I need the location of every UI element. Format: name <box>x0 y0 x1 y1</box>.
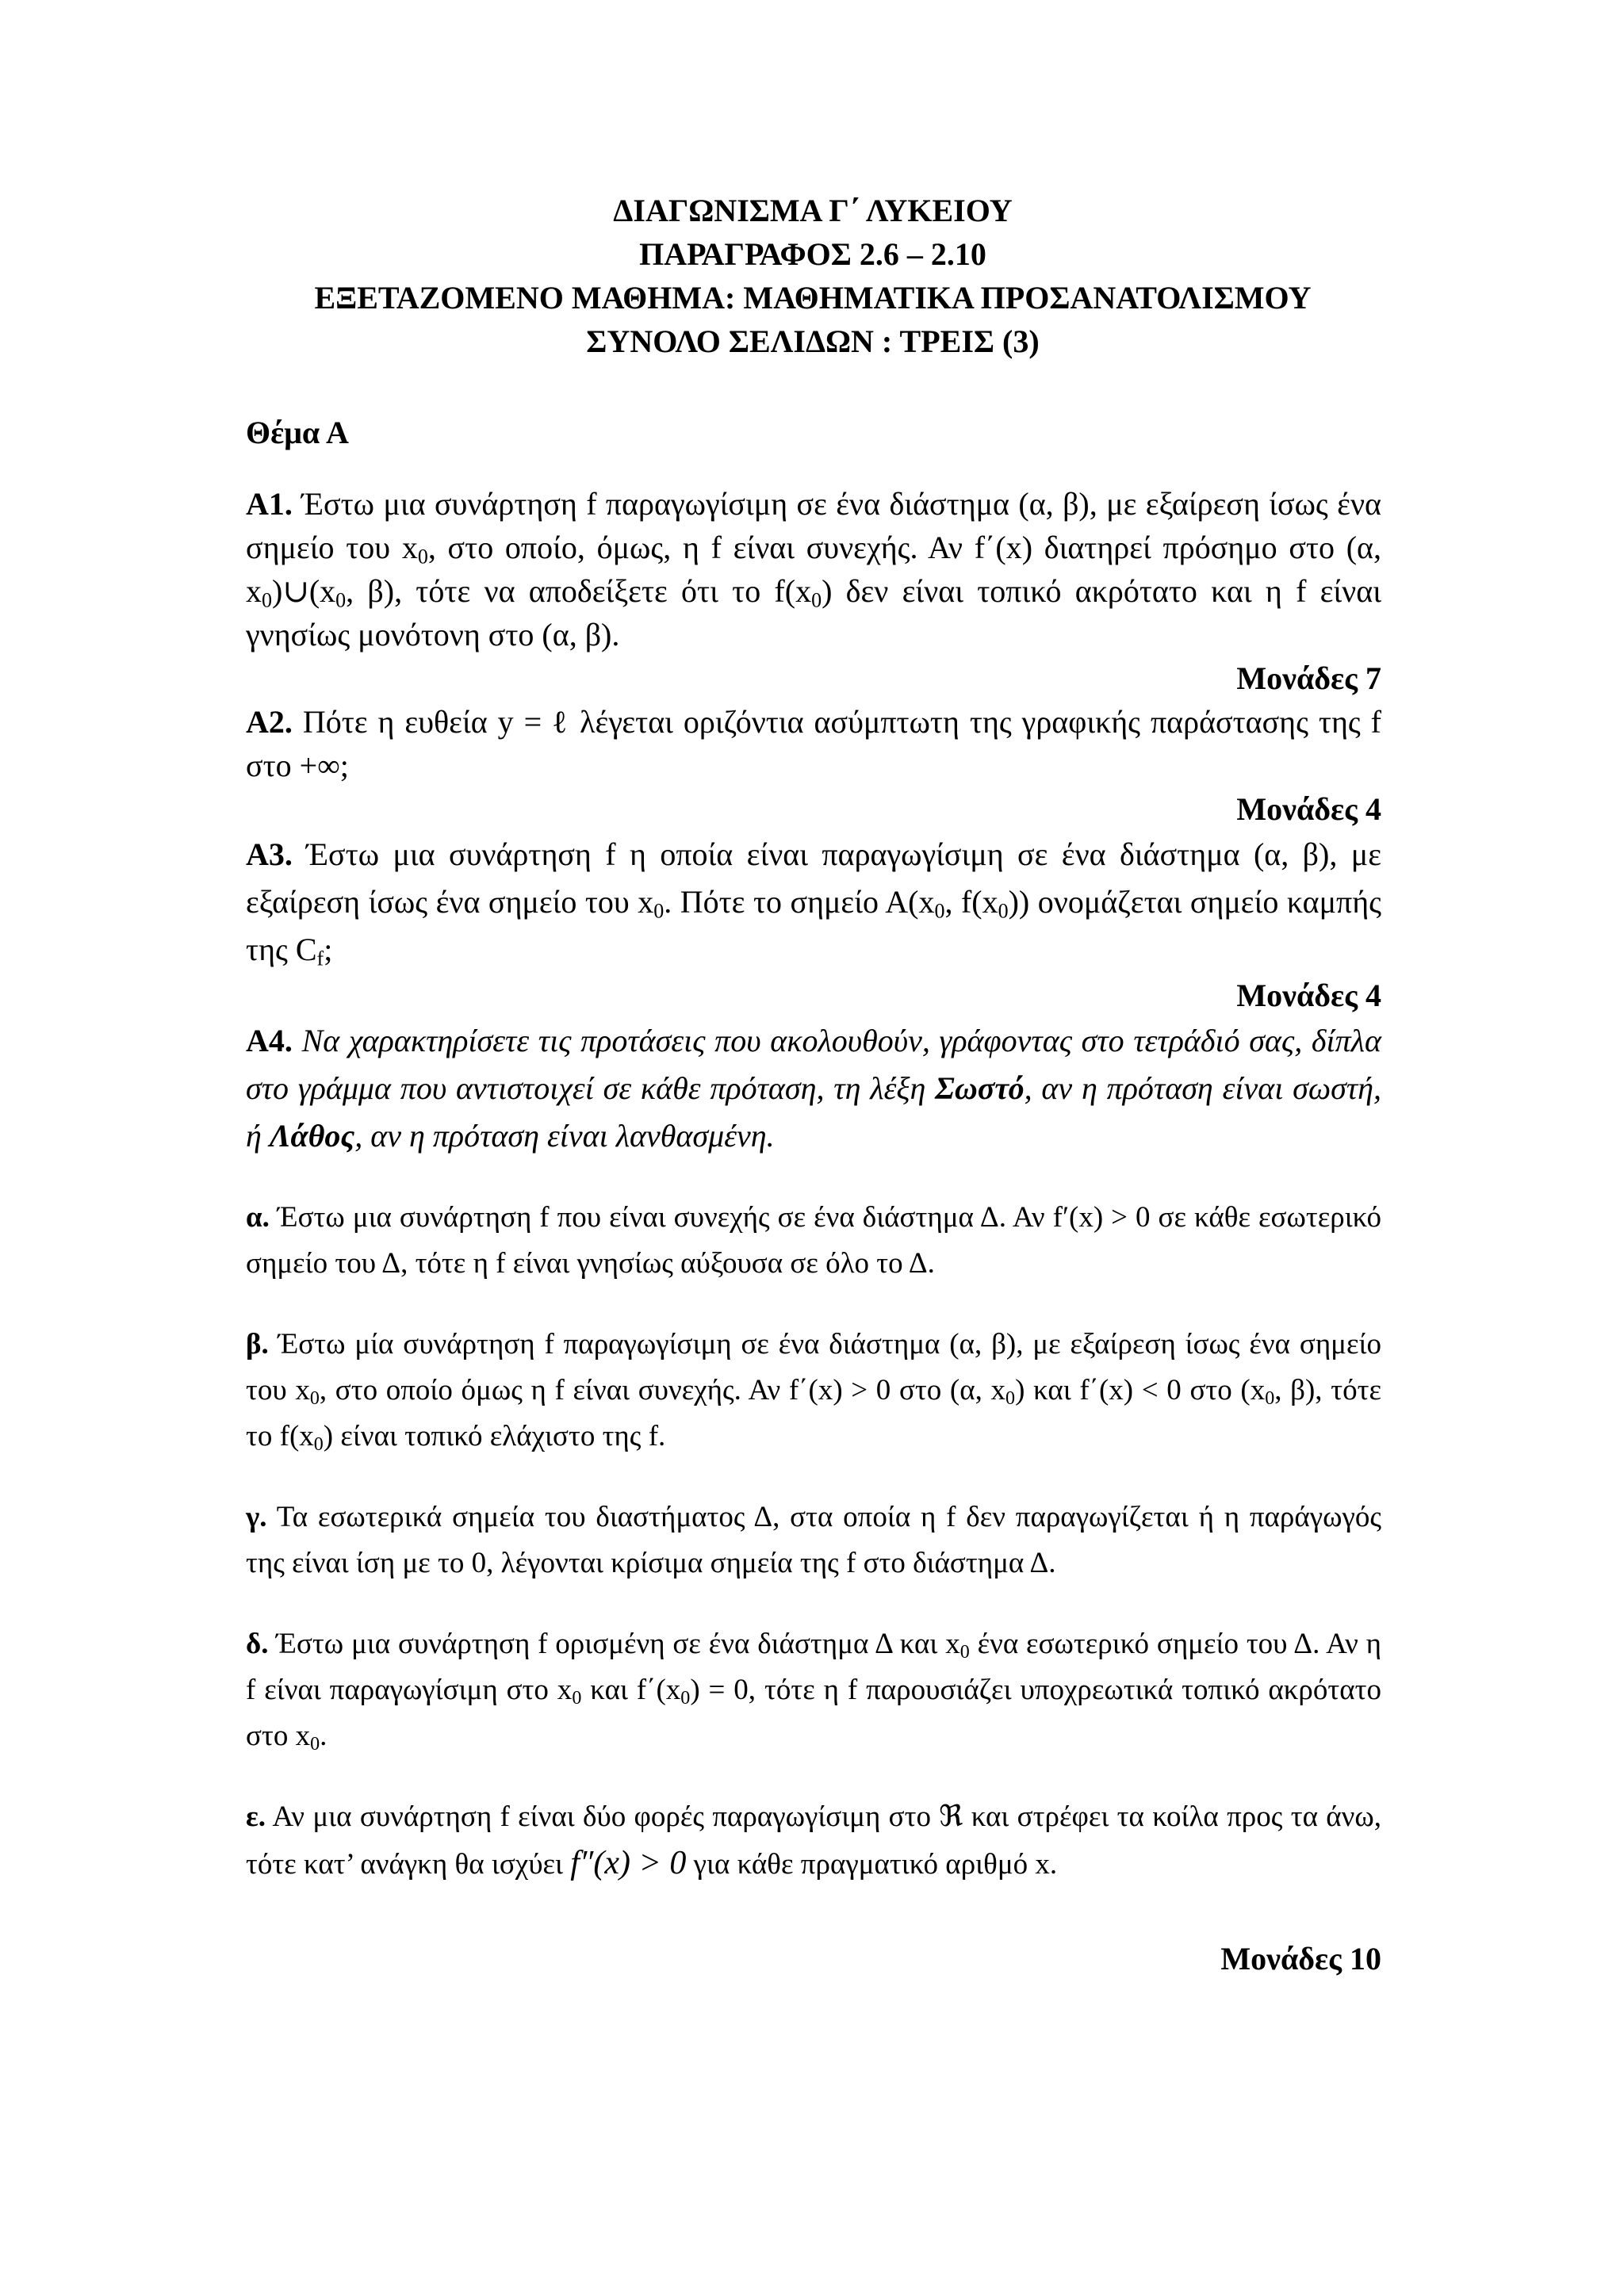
statement-beta: β. Έστω μία συνάρτηση f παραγωγίσιμη σε ένα διάστημα (α, β), με εξαίρεση ίσως ένα σημείο του $x_0$, στο οποίο όμως η f είναι συνεχής. Αν f΄(x) > 0 στο (α, $x_0$) και f΄(x) < 0 στο ($x_0$, β), τότε το $f(x_0)$ είναι τοπικό ελάχιστο της f. <box>246 1328 1381 1455</box>
word-correct: Σωστό <box>935 1070 1025 1106</box>
question-a1: Α1. Έστω μια συνάρτηση f παραγωγίσιμη σε ένα διάστημα (α, β), με εξαίρεση ίσως ένα σημείο του $x_0$, στο οποίο, όμως, η f είναι συνεχής. Αν f΄(x) διατηρεί πρόσημο στο (α, $x_0)\cup(x_0$, β), τότε να αποδείξετε ότι το $f(x_0)$ δεν είναι τοπικό ακρότατο και η f είναι γνησίως μονότονη στο (α, β). <box>246 486 1381 652</box>
question-label: Α4. <box>246 1023 293 1058</box>
points-a4: Μονάδες 10 <box>1220 1941 1381 1976</box>
question-a2: Α2. Πότε η ευθεία y = ℓ λέγεται οριζόντια ασύμπτωτη της γραφικής παράστασης της f στο +∞; <box>246 704 1381 783</box>
question-a4: Α4. Να χαρακτηρίσετε τις προτάσεις που ακολουθούν, γράφοντας στο τετράδιό σας, δίπλα στο γράμμα που αντιστοιχεί σε κάθε πρόταση, τη λέξη Σωστό, αν η πρόταση είναι σωστή, ή Λάθος, αν η πρόταση είναι λανθασμένη. <box>246 1023 1382 1154</box>
question-a3: Α3. Έστω μια συνάρτηση f η οποία είναι παραγωγίσιμη σε ένα διάστημα (α, β), με εξαίρεση ίσως ένα σημείο του $x_0$. Πότε το σημείο $A(x_0$, $f(x_0)$) ονομάζεται σημείο καμπής της $C_f$; <box>246 836 1381 970</box>
header-paragraph: ΠΑΡΑΓΡΑΦΟΣ 2.6 – 2.10 <box>639 236 986 272</box>
second-derivative-formula: f″(x) > 0 <box>570 1845 687 1881</box>
header-pages: ΣΥΝΟΛΟ ΣΕΛΙΔΩΝ : ΤΡΕΙΣ (3) <box>586 323 1040 359</box>
statement-delta: δ. Έστω μια συνάρτηση f ορισμένη σε ένα διάστημα Δ και $x_0$ ένα εσωτερικό σημείο του Δ. Αν η f είναι παραγωγίσιμη στο $x_0$ και $f΄(x_0) = 0$, τότε η f παρουσιάζει υποχρεωτικά τοπικό ακρότατο στο $x_0$. <box>246 1628 1381 1755</box>
statement-gamma: γ. Τα εσωτερικά σημεία του διαστήματος Δ, στα οποία η f δεν παραγωγίζεται ή η παράγωγός της είναι ίση με το 0, λέγονται κρίσιμα σημεία της f στο διάστημα Δ. <box>246 1501 1381 1579</box>
header-subject: ΕΞΕΤΑΖΟΜΕΝΟ ΜΑΘΗΜΑ: ΜΑΘΗΜΑΤΙΚΑ ΠΡΟΣΑΝΑΤΟΛΙΣΜΟΥ <box>314 280 1312 316</box>
points-a2: Μονάδες 4 <box>1236 791 1381 827</box>
statement-alpha: α. Έστω μια συνάρτηση f που είναι συνεχής σε ένα διάστημα Δ. Αν f′(x) > 0 σε κάθε εσωτερικό σημείο του Δ, τότε η f είναι γνησίως αύξουσα σε όλο το Δ. <box>246 1201 1381 1280</box>
question-label: Α1. <box>246 486 293 522</box>
question-label: Α2. <box>246 704 293 740</box>
statement-epsilon: ε. Αν μια συνάρτηση f είναι δύο φορές παραγωγίσιμη στο ℜ και στρέφει τα κοίλα προς τα άνω, τότε κατ’ ανάγκη θα ισχύει f″(x) > 0 για κάθε πραγματικό αριθμό x. <box>246 1800 1381 1881</box>
exam-body <box>246 482 1381 1980</box>
header-title: ΔΙΑΓΩΝΙΣΜΑ Γ΄ ΛΥΚΕΙΟΥ <box>613 193 1013 228</box>
word-wrong: Λάθος <box>269 1118 355 1154</box>
points-a1: Μονάδες 7 <box>1236 660 1381 696</box>
exam-header <box>238 189 1388 363</box>
question-label: Α3. <box>246 836 293 872</box>
points-a3: Μονάδες 4 <box>1236 978 1381 1013</box>
theme-title: Θέμα Α <box>246 415 349 450</box>
